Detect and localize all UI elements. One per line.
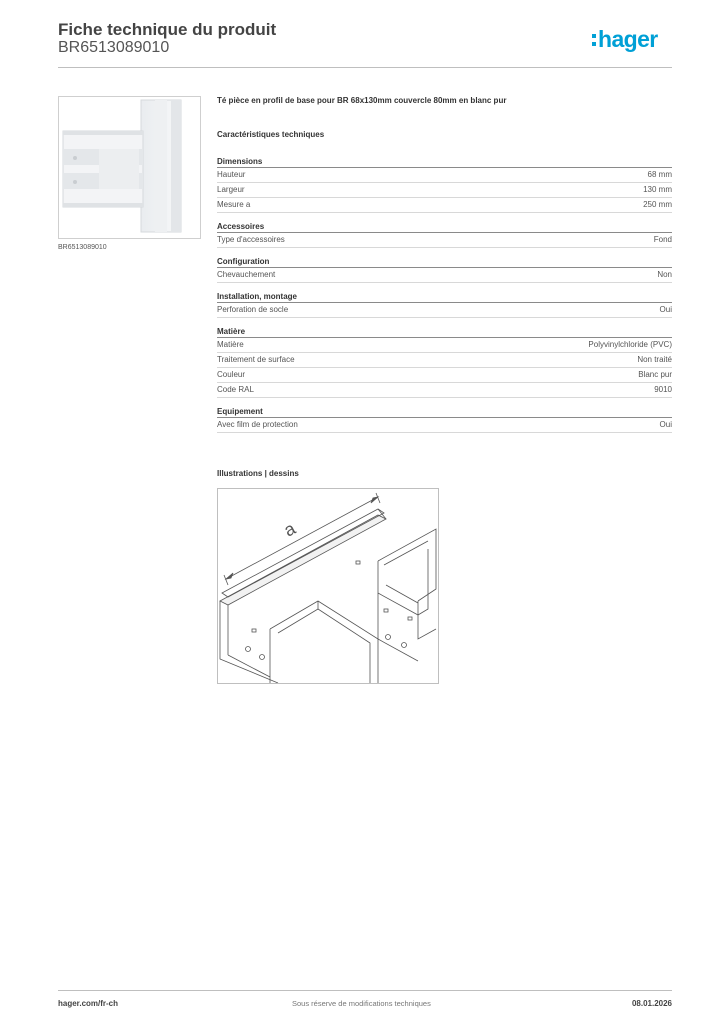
- spec-label: Couleur: [217, 370, 246, 379]
- spec-group-matiere: [217, 326, 672, 398]
- spec-group-configuration: [217, 256, 672, 283]
- product-photo: [58, 96, 201, 239]
- spec-row: [217, 268, 672, 283]
- spec-label: Perforation de socle: [217, 305, 289, 314]
- spec-value: 130 mm: [643, 185, 672, 194]
- spec-row: [217, 198, 672, 213]
- spec-row: [217, 353, 672, 368]
- logo-dots-icon: [592, 34, 596, 46]
- spec-group-accessoires: [217, 221, 672, 248]
- spec-group-title: Dimensions: [217, 156, 672, 168]
- spec-label: Mesure a: [217, 200, 251, 209]
- spec-row: [217, 418, 672, 433]
- spec-value: Oui: [659, 305, 672, 314]
- product-sku: BR6513089010: [58, 39, 170, 56]
- spec-label: Chevauchement: [217, 270, 276, 279]
- spec-row: [217, 338, 672, 353]
- spec-value: Blanc pur: [638, 370, 672, 379]
- product-description: Té pièce en profil de base pour BR 68x130mm couvercle 80mm en blanc pur: [217, 96, 507, 105]
- spec-label: Hauteur: [217, 170, 246, 179]
- spec-row: [217, 168, 672, 183]
- spec-table: [217, 156, 672, 441]
- spec-value: Non traité: [637, 355, 672, 364]
- photo-caption: BR6513089010: [58, 244, 107, 251]
- spec-value: Oui: [659, 420, 672, 429]
- tee-piece-photo-icon: [59, 97, 200, 238]
- spec-row: [217, 303, 672, 318]
- spec-group-dimensions: [217, 156, 672, 213]
- footer-divider: [58, 990, 672, 991]
- spec-group-title: Accessoires: [217, 221, 672, 233]
- footer-website-link[interactable]: hager.com/fr-ch: [58, 999, 119, 1008]
- spec-value: 9010: [654, 385, 672, 394]
- spec-label: Avec film de protection: [217, 420, 298, 429]
- tee-piece-drawing-icon: [218, 489, 438, 683]
- spec-group-title: Configuration: [217, 256, 672, 268]
- spec-group-title: Matière: [217, 326, 672, 338]
- footer-date: 08.01.2026: [631, 999, 672, 1008]
- spec-value: 68 mm: [647, 170, 672, 179]
- spec-label: Type d'accessoires: [217, 235, 285, 244]
- spec-group-installation: [217, 291, 672, 318]
- spec-row: [217, 383, 672, 398]
- spec-label: Matière: [217, 340, 244, 349]
- spec-label: Traitement de surface: [217, 355, 295, 364]
- spec-value: Fond: [653, 235, 672, 244]
- spec-value: Polyvinylchloride (PVC): [588, 340, 672, 349]
- technical-drawing: [217, 488, 439, 684]
- page-title: Fiche technique du produit: [58, 20, 277, 39]
- illustrations-title: Illustrations | dessins: [217, 469, 299, 478]
- spec-row: [217, 183, 672, 198]
- hager-logo: [592, 28, 658, 51]
- spec-group-title: Equipement: [217, 406, 672, 418]
- logo-text: hager: [598, 26, 658, 52]
- specs-section-title: Caractéristiques techniques: [217, 130, 325, 139]
- header-divider: [58, 67, 672, 68]
- footer-notice: Sous réserve de modifications techniques: [292, 999, 431, 1008]
- spec-label: Largeur: [217, 185, 245, 194]
- spec-group-equipement: [217, 406, 672, 433]
- spec-group-title: Installation, montage: [217, 291, 672, 303]
- spec-row: [217, 233, 672, 248]
- spec-value: 250 mm: [643, 200, 672, 209]
- dimension-label-a: a: [280, 518, 299, 541]
- spec-row: [217, 368, 672, 383]
- spec-value: Non: [657, 270, 672, 279]
- spec-label: Code RAL: [217, 385, 254, 394]
